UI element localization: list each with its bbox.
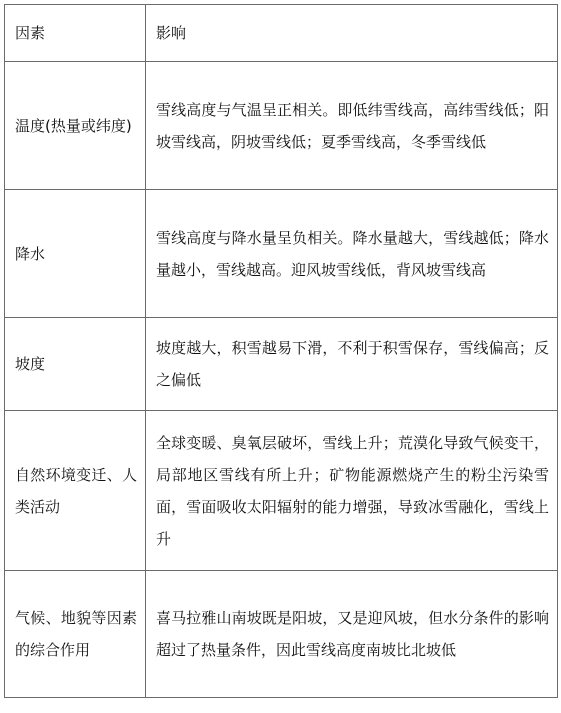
header-factor: 因素 <box>5 5 146 62</box>
table-row <box>5 318 558 411</box>
factor-cell-slope: 坡度 <box>5 318 146 411</box>
table-row <box>5 190 558 318</box>
snowline-factors-table <box>4 4 558 698</box>
effect-cell-environment-human: 全球变暖、臭氧层破坏，雪线上升；荒漠化导致气候变干，局部地区雪线有所上升；矿物能源燃烧产生的粉尘污染雪面，雪面吸收太阳辐射的能力增强，导致冰雪融化，雪线上升 <box>146 411 558 571</box>
table-row <box>5 411 558 571</box>
effect-cell-precipitation: 雪线高度与降水量呈负相关。降水量越大，雪线越低；降水量越小，雪线越高。迎风坡雪线低，背风坡雪线高 <box>146 190 558 318</box>
factor-cell-environment-human: 自然环境变迁、人类活动 <box>5 411 146 571</box>
factor-cell-combined: 气候、地貌等因素的综合作用 <box>5 571 146 698</box>
factor-cell-precipitation: 降水 <box>5 190 146 318</box>
table-row <box>5 571 558 698</box>
table-row <box>5 62 558 190</box>
effect-cell-combined: 喜马拉雅山南坡既是阳坡，又是迎风坡，但水分条件的影响超过了热量条件，因此雪线高度南坡比北坡低 <box>146 571 558 698</box>
header-effect: 影响 <box>146 5 558 62</box>
effect-cell-slope: 坡度越大，积雪越易下滑，不利于积雪保存，雪线偏高；反之偏低 <box>146 318 558 411</box>
snowline-factors-table-wrapper <box>4 4 557 698</box>
factor-cell-temperature: 温度(热量或纬度) <box>5 62 146 190</box>
effect-cell-temperature: 雪线高度与气温呈正相关。即低纬雪线高，高纬雪线低；阳坡雪线高，阴坡雪线低；夏季雪线高，冬季雪线低 <box>146 62 558 190</box>
table-header-row <box>5 5 558 62</box>
